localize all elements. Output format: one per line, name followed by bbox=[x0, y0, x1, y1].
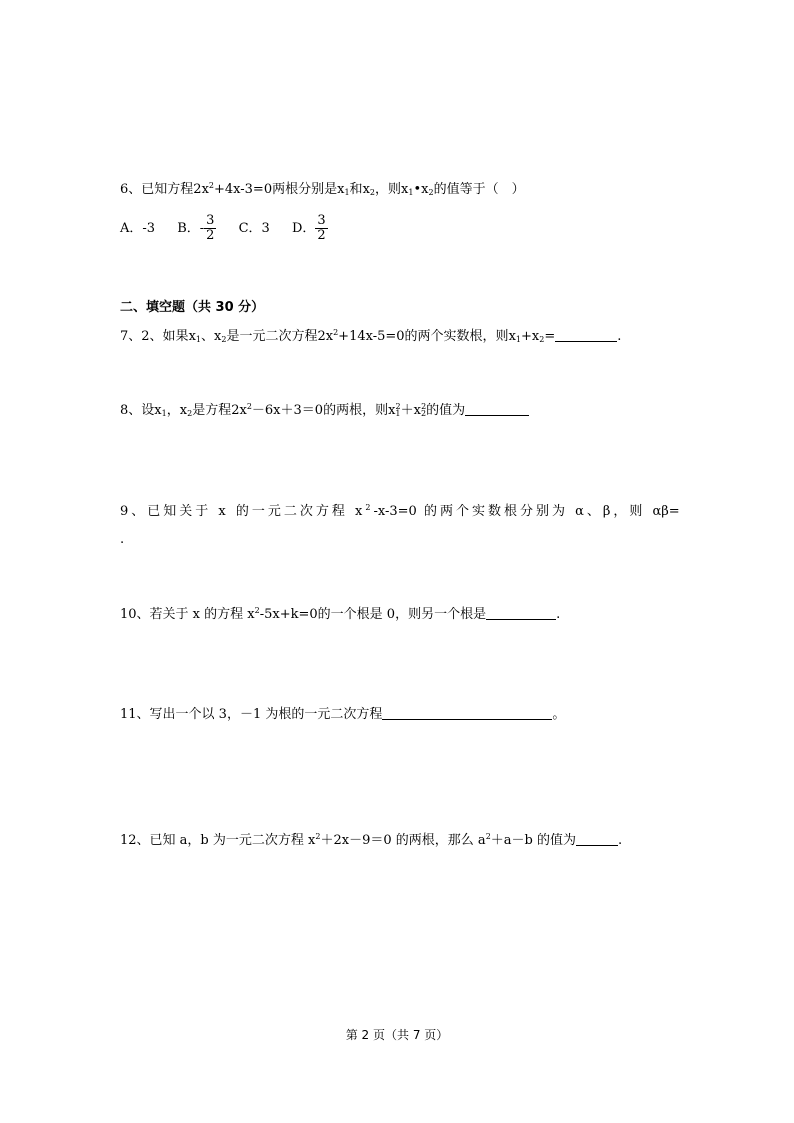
fraction: $\frac{3}{2}$ bbox=[206, 213, 215, 243]
answer-blank[interactable] bbox=[555, 328, 617, 342]
fraction: $\frac{3}{2}$ bbox=[317, 213, 326, 243]
answer-blank[interactable] bbox=[576, 832, 618, 846]
q9-continuation: . bbox=[120, 532, 125, 547]
answer-blank[interactable] bbox=[382, 706, 552, 720]
question-12: 12、已知 a，b 为一元二次方程 $x^2+2x-9=0$ 的两根，那么 $a^2+a-b$ 的值为 . bbox=[120, 832, 623, 848]
question-6: 6、已知方程$2x^2+4x-3=0$两根分别是$x_1$和$x_2$，则$x_1•x_2$的值等于（ ） bbox=[120, 181, 525, 197]
q6-number: 6、 bbox=[120, 182, 142, 197]
question-11: 11、写出一个以 3，－1 为根的一元二次方程 。 bbox=[120, 707, 566, 722]
section-title: 二、填空题（共 30 分） bbox=[120, 300, 265, 315]
answer-blank[interactable] bbox=[486, 606, 556, 620]
option-b: B．- $\frac{3}{2}$ bbox=[177, 213, 215, 243]
option-a: A．-3 bbox=[120, 221, 156, 236]
q6-options bbox=[120, 214, 346, 243]
page-footer: 第 2 页（共 7 页） bbox=[345, 1028, 449, 1042]
question-8: 8、设$x_1$，$x_2$是方程$2x^2-6x+3=0$的两根，则$x_1^2+x_2^2$的值为 bbox=[120, 402, 529, 420]
question-7: 7、2、如果$x_1$、$x_2$是一元二次方程$2x^2+14x-5=0$的两个实数根，则$x_1+x_2=$ . bbox=[120, 328, 622, 344]
answer-blank[interactable] bbox=[465, 402, 529, 416]
question-10: 10、若关于 x 的方程 $x^2-5x+k=0$的一个根是 0，则另一个根是 . bbox=[120, 606, 561, 622]
option-d: D． $\frac{3}{2}$ bbox=[291, 213, 326, 243]
question-9: 9、已知关于 x 的一元二次方程 $x^2-x-3=0$ 的两个实数根分别为 α、β，则 αβ= bbox=[120, 503, 680, 519]
option-c: C．3 bbox=[238, 221, 270, 236]
